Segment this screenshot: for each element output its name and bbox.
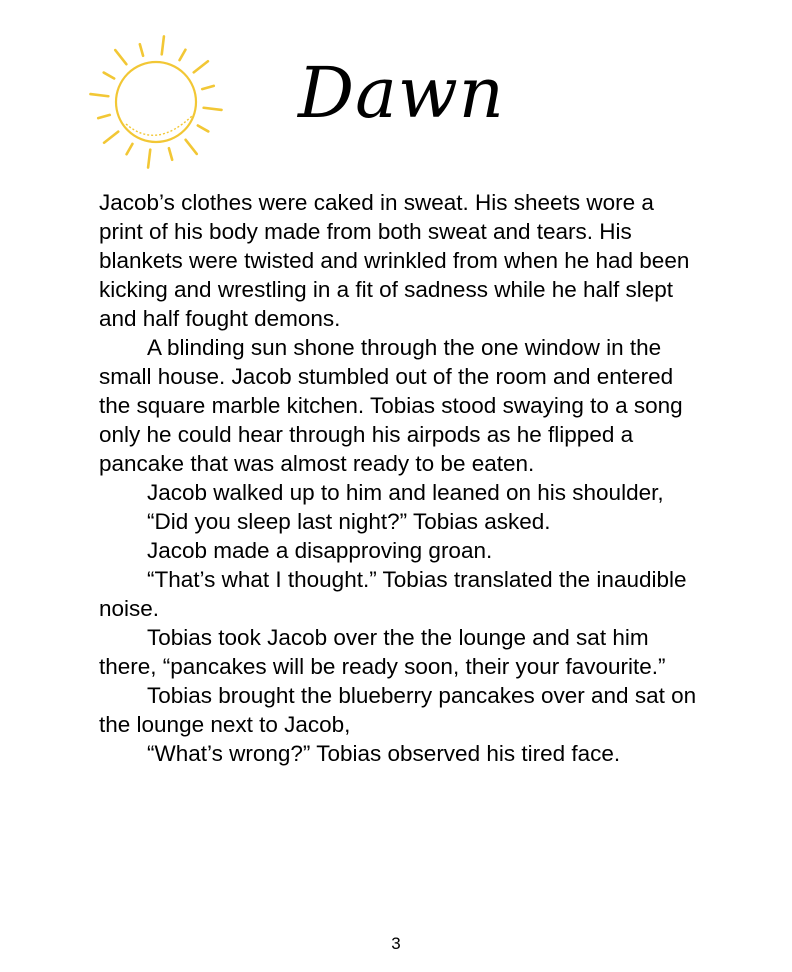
paragraph: Tobias brought the blueberry pancakes over and sat on the lounge next to Jacob, [99,683,697,737]
sun-ray [104,132,118,143]
sun-ray [148,150,150,168]
sun-ray [104,73,114,79]
sun-ray [98,115,110,118]
sun-ray [198,126,208,132]
sun-ray [115,50,126,64]
paragraph: Jacob made a disapproving groan. [147,538,493,563]
sun-ray [162,36,164,54]
page-title: Dawn [298,52,505,134]
sun-ray [140,44,143,56]
sun-ray [90,94,108,96]
paragraph: “Did you sleep last night?” Tobias asked. [147,509,551,534]
paragraph: “That’s what I thought.” Tobias translated the inaudible noise. [99,567,687,621]
paragraph: Jacob’s clothes were caked in sweat. His sheets wore a print of his body made from both sweat and tears. His blankets were twisted and wrinkled from when he had been kicking and wrestling in a fit of sadness while he half slept and half fought demons. [99,190,690,331]
sun-disc [116,62,196,142]
paragraph: A blinding sun shone through the one window in the small house. Jacob stumbled out of the room and entered the square marble kitchen. Tobias stood swaying to a song only he could hear through his airpods as he flipped a pancake that was almost ready to be eaten. [99,335,683,476]
story-text [99,188,699,768]
sun-icon [86,32,226,172]
sun-ray [202,86,214,89]
sun-ray [186,140,197,154]
paragraph: Tobias took Jacob over the the lounge and sat him there, “pancakes will be ready soon, their your favourite.” [99,625,666,679]
paragraph: Jacob walked up to him and leaned on his shoulder, [147,480,664,505]
page-number: 3 [391,934,401,953]
sun-ray [169,148,172,160]
sun-ray [127,144,133,154]
sun-ray [204,108,222,110]
paragraph: “What’s wrong?” Tobias observed his tired face. [147,741,621,766]
sun-ray [180,50,186,60]
sun-ray [194,61,208,72]
